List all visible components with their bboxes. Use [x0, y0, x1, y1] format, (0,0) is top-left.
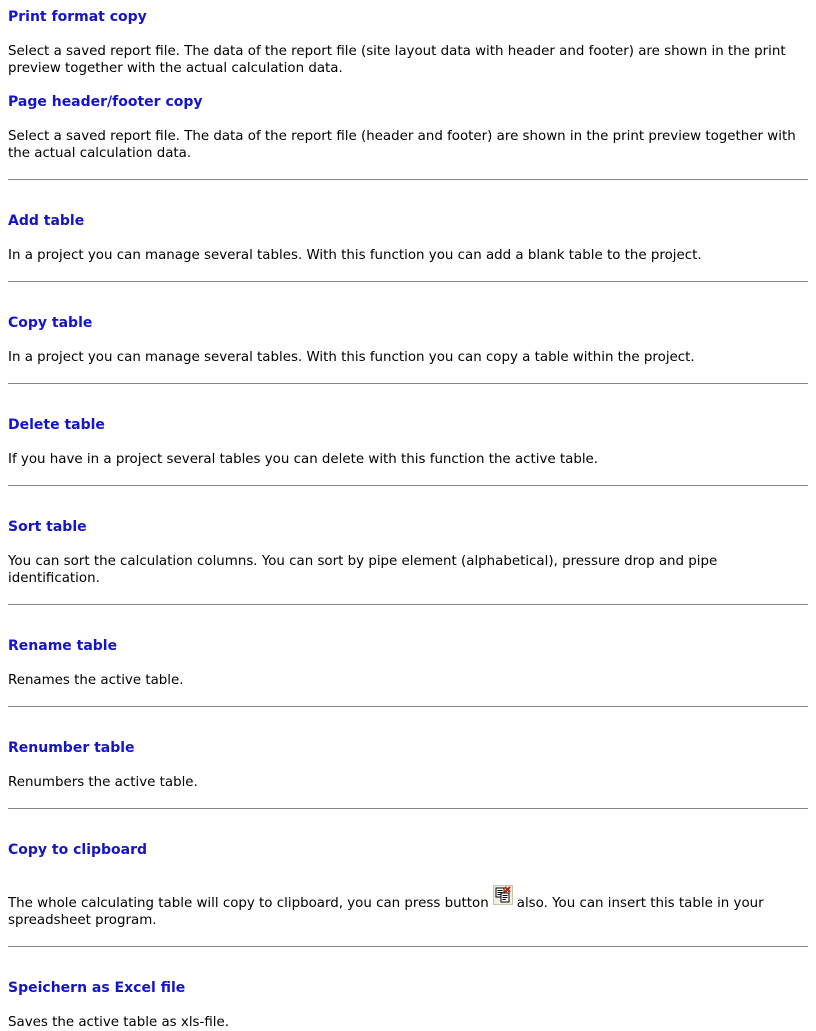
section-text: Saves the active table as xls-file.	[8, 1015, 230, 1030]
section-text-after: also. You can insert this table in your spreadsheet program.	[8, 896, 764, 928]
section-title: Speichern as Excel file	[8, 980, 186, 996]
section-sort-table	[8, 519, 808, 587]
copy-to-clipboard-icon	[493, 885, 513, 905]
section-text: Renames the active table.	[8, 673, 184, 688]
section-text-before: The whole calculating table will copy to clipboard, you can press button	[8, 896, 489, 911]
divider	[8, 604, 808, 605]
section-title: Add table	[8, 213, 85, 229]
section-page-header-footer-copy	[8, 94, 808, 162]
divider	[8, 706, 808, 707]
section-copy-to-clipboard	[8, 842, 808, 929]
divider	[8, 808, 808, 809]
section-text: Renumbers the active table.	[8, 775, 198, 790]
section-title: Delete table	[8, 417, 105, 433]
section-title: Rename table	[8, 638, 118, 654]
section-copy-table	[8, 315, 808, 366]
divider	[8, 383, 808, 384]
divider	[8, 946, 808, 947]
section-title: Page header/footer copy	[8, 94, 203, 110]
section-text: You can sort the calculation columns. You can sort by pipe element (alphabetical), pressure drop and pipe identification.	[8, 554, 718, 586]
section-text: Select a saved report file. The data of the report file (site layout data with header and footer) are shown in the print preview together with the actual calculation data.	[8, 44, 786, 76]
section-save-as-excel	[8, 980, 808, 1031]
section-title: Sort table	[8, 519, 87, 535]
section-add-table	[8, 213, 808, 264]
section-title: Print format copy	[8, 9, 147, 25]
section-title: Renumber table	[8, 740, 135, 756]
divider	[8, 281, 808, 282]
section-title: Copy table	[8, 315, 93, 331]
section-title: Copy to clipboard	[8, 842, 148, 858]
section-text: In a project you can manage several tables. With this function you can copy a table within the project.	[8, 350, 695, 365]
help-document	[8, 0, 808, 1031]
divider	[8, 179, 808, 180]
section-print-format-copy	[8, 9, 808, 77]
section-text: If you have in a project several tables you can delete with this function the active table.	[8, 452, 599, 467]
section-rename-table	[8, 638, 808, 689]
section-text	[8, 885, 808, 929]
section-text: In a project you can manage several tables. With this function you can add a blank table to the project.	[8, 248, 702, 263]
section-renumber-table	[8, 740, 808, 791]
divider	[8, 485, 808, 486]
section-text: Select a saved report file. The data of the report file (header and footer) are shown in the print preview together with the actual calculation data.	[8, 129, 796, 161]
section-delete-table	[8, 417, 808, 468]
